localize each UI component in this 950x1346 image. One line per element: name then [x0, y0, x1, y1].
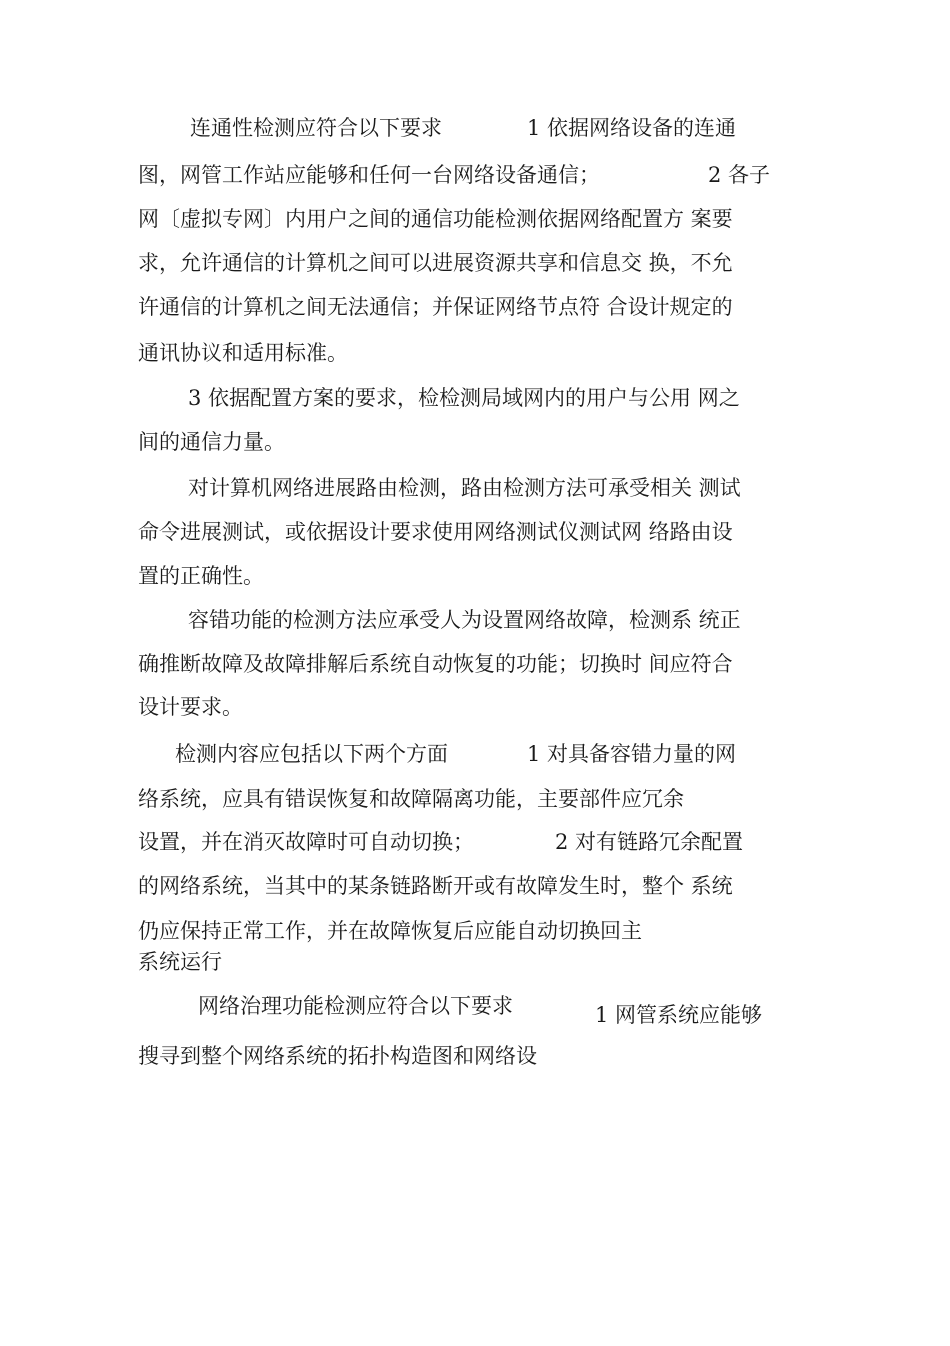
paragraph-line: 设置，并在消灭故障时可自动切换； — [138, 830, 474, 854]
paragraph-line: 系统运行 — [138, 950, 222, 974]
paragraph-line: 检测内容应包括以下两个方面 — [175, 742, 448, 766]
paragraph-line-item: 1 依据网络设备的连通 — [527, 116, 737, 140]
paragraph-line: 仍应保持正常工作，并在故障恢复后应能自动切换回主 — [138, 919, 642, 943]
paragraph-line: 络系统，应具有错误恢复和故障隔离功能，主要部件应冗余 — [138, 787, 684, 811]
paragraph-line-item: 1 网管系统应能够 — [595, 1003, 763, 1027]
paragraph-line: 3 依据配置方案的要求，检检测局域网内的用户与公用 网之 — [188, 386, 740, 410]
paragraph-line: 的网络系统，当其中的某条链路断开或有故障发生时，整个 系统 — [138, 874, 733, 898]
paragraph-line: 确推断故障及故障排解后系统自动恢复的功能；切换时 间应符合 — [138, 652, 733, 676]
paragraph-line: 通讯协议和适用标准。 — [138, 341, 348, 365]
paragraph-line: 网络治理功能检测应符合以下要求 — [198, 994, 513, 1018]
paragraph-line: 图，网管工作站应能够和任何一台网络设备通信； — [138, 163, 600, 187]
paragraph-line-item: 1 对具备容错力量的网 — [527, 742, 737, 766]
paragraph-line: 置的正确性。 — [138, 564, 264, 588]
paragraph-line: 网〔虚拟专网〕内用户之间的通信功能检测依据网络配置方 案要 — [138, 207, 733, 231]
paragraph-line: 许通信的计算机之间无法通信；并保证网络节点符 合设计规定的 — [138, 295, 733, 319]
paragraph-line-item: 2 各子 — [708, 163, 771, 187]
paragraph-line: 对计算机网络进展路由检测，路由检测方法可承受相关 测试 — [188, 476, 741, 500]
paragraph-line-item: 2 对有链路冗余配置 — [555, 830, 744, 854]
paragraph-line: 容错功能的检测方法应承受人为设置网络故障，检测系 统正 — [188, 608, 741, 632]
paragraph-line: 求，允许通信的计算机之间可以进展资源共享和信息交 换，不允 — [138, 251, 733, 275]
paragraph-line: 间的通信力量。 — [138, 430, 285, 454]
paragraph-line: 连通性检测应符合以下要求 — [190, 116, 442, 140]
paragraph-line: 命令进展测试，或依据设计要求使用网络测试仪测试网 络路由设 — [138, 520, 733, 544]
paragraph-line: 设计要求。 — [138, 695, 243, 719]
paragraph-line: 搜寻到整个网络系统的拓扑构造图和网络设 — [138, 1044, 537, 1068]
